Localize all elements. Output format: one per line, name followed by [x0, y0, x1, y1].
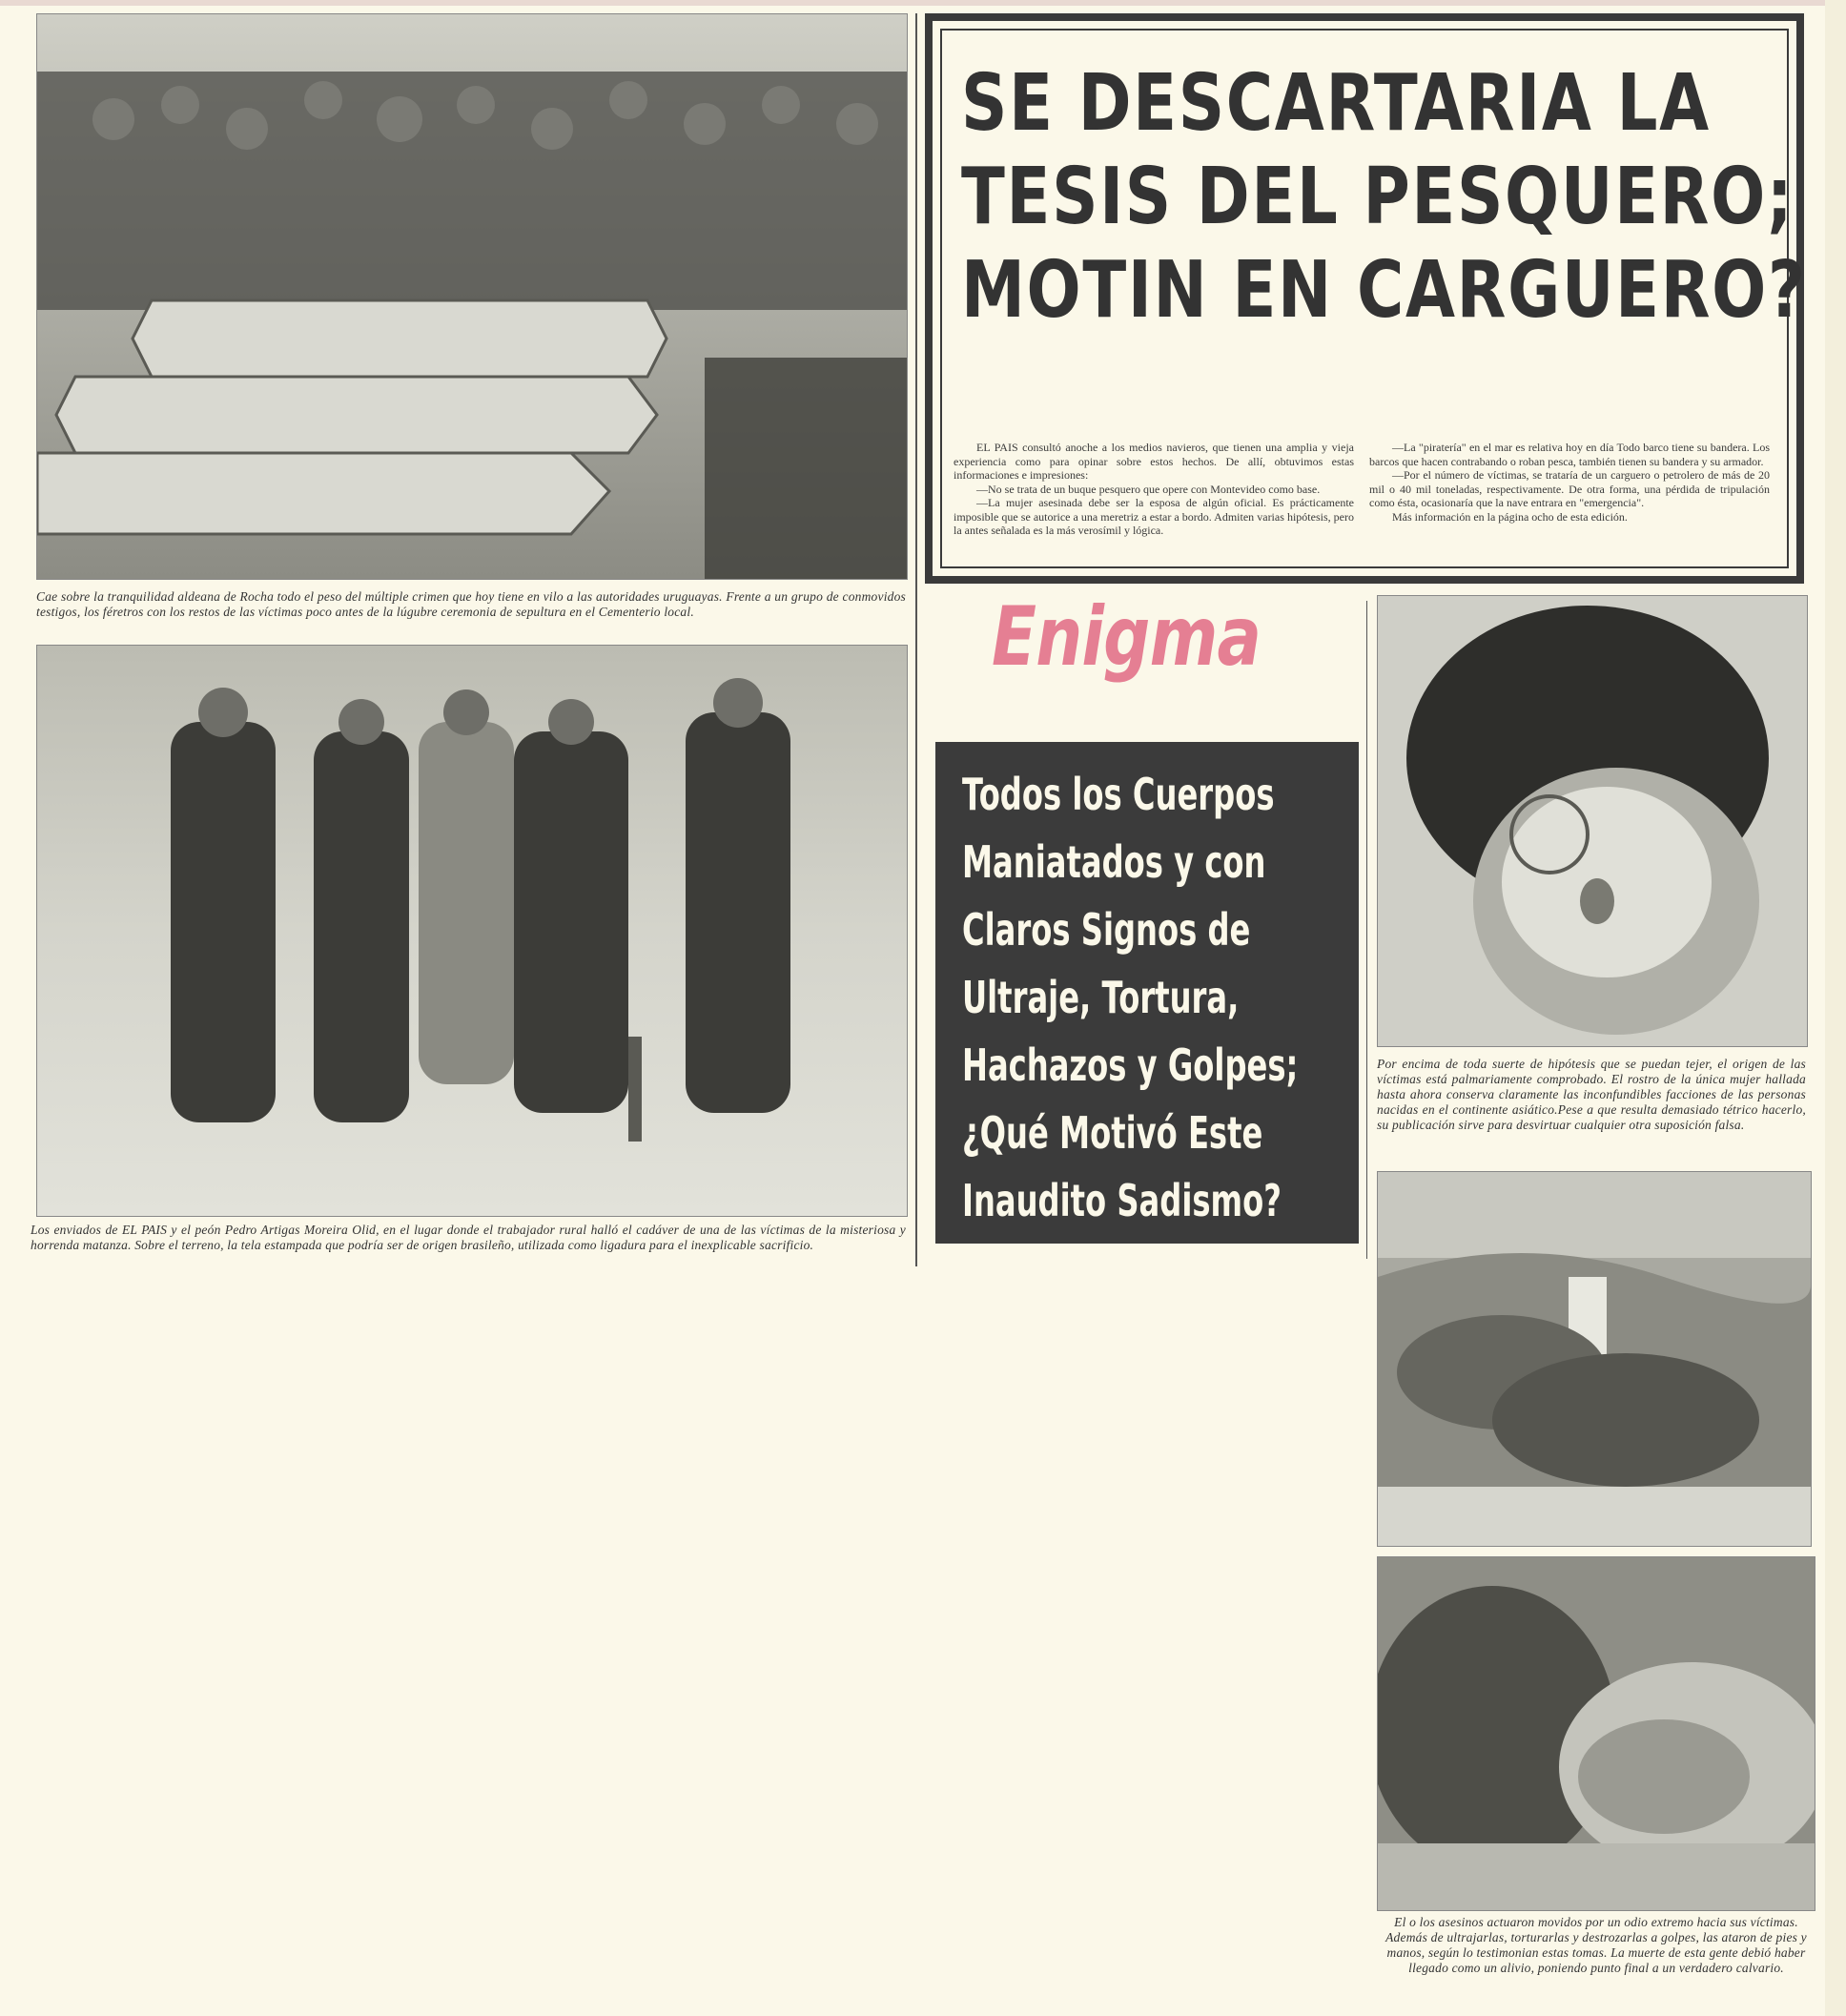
- column-rule-right: [1366, 601, 1367, 1259]
- bound-hands-photo: [1377, 1556, 1815, 1911]
- top-edge-strip: [0, 0, 1846, 6]
- face-photo-caption: Por encima de toda suerte de hipótesis que se puedan tejer, el origen de las víctimas está palmariamente comprobado. El rostro de la única mujer hallada hasta ahora conserva claramente las inconfundibles facciones de las personas nacidas en el continente asiático.Pese a que resulta demasiado tétrico hacerlo, su publicación sirve para desvirtuar cualquier otra suposición falsa.: [1377, 1057, 1806, 1132]
- right-edge-strip: [1825, 0, 1846, 2016]
- headline-title: [961, 57, 1807, 338]
- field-photo-caption: Los enviados de EL PAIS y el peón Pedro Artigas Moreira Olid, en el lugar donde el trabajador rural halló el cadáver de una de las víctimas de la misteriosa y horrenda matanza. Sobre el terreno, la tela estampada que podría ser de origen brasileño, utilizada como ligadura para el inexplicable sacrificio.: [31, 1223, 906, 1252]
- column-rule-left: [915, 13, 917, 1266]
- funeral-coffins-photo: [36, 13, 908, 580]
- headline-line-1: SE DESCARTARIA LA: [961, 58, 1711, 149]
- headline-line-2: TESIS DEL PESQUERO;: [961, 152, 1795, 242]
- enigma-label: Enigma: [992, 589, 1261, 685]
- hands-photo-caption: El o los asesinos actuaron movidos por un odio extremo hacia sus víctimas. Además de ultrajarlas, torturarlas y destrozarlas a golpes, las ataron de pies y manos, según lo testimonian estas tomas. La muerte de esta gente debió haber llegado como un alivio, poniendo punto final a un verdadero calvario.: [1385, 1915, 1807, 1975]
- article-column-2: —La "piratería" en el mar es relativa hoy en día Todo barco tiene su bandera. Los barcos que hacen contrabando o roban pesca, también tienen su bandera y su armador. —Por el número de víctimas, se trataría de un carguero o petrolero de más de 20 mil o 40 mil toneladas, respectivamente. De otra forma, una pérdida de tripulación como ésta, ocasionaría que la nave entrara en "emergencia". Más información en la página ocho de esta edición.: [1369, 441, 1770, 524]
- article-column-1: EL PAIS consultó anoche a los medios navieros, que tienen una amplia y vieja experiencia como para opinar sobre estos hechos. De allí, obtuvimos estas informaciones e impresiones: —No se trata de un buque pesquero que opere con Montevideo como base. —La mujer asesinada debe ser la esposa de algún oficial. Es prácticamente imposible que se autorice a una meretriz a estar a bordo. Admiten varias hipótesis, pero la antes señalada es la más verosímil y lógica.: [954, 441, 1354, 537]
- field-investigators-photo: [36, 645, 908, 1217]
- headline-line-3: MOTIN EN CARGUERO?: [961, 245, 1807, 336]
- headline-box: [925, 13, 1807, 584]
- sidebar-headline-text: Todos los Cuerpos Maniatados y con Claros Signos de Ultraje, Tortura, Hachazos y Golpes; ¿Qué Motivó Este Inaudito Sadismo?: [962, 769, 1299, 1226]
- victim-face-photo: [1377, 595, 1808, 1047]
- sidebar-headline-box: [935, 742, 1359, 1244]
- funeral-photo-caption: Cae sobre la tranquilidad aldeana de Rocha todo el peso del múltiple crimen que hoy tiene en vilo a las autoridades uruguayas. Frente a un grupo de conmovidos testigos, los féretros con los restos de las víctimas poco antes de la lúgubre ceremonia de sepultura en el Cementerio local.: [36, 589, 906, 619]
- bound-feet-photo: [1377, 1171, 1812, 1547]
